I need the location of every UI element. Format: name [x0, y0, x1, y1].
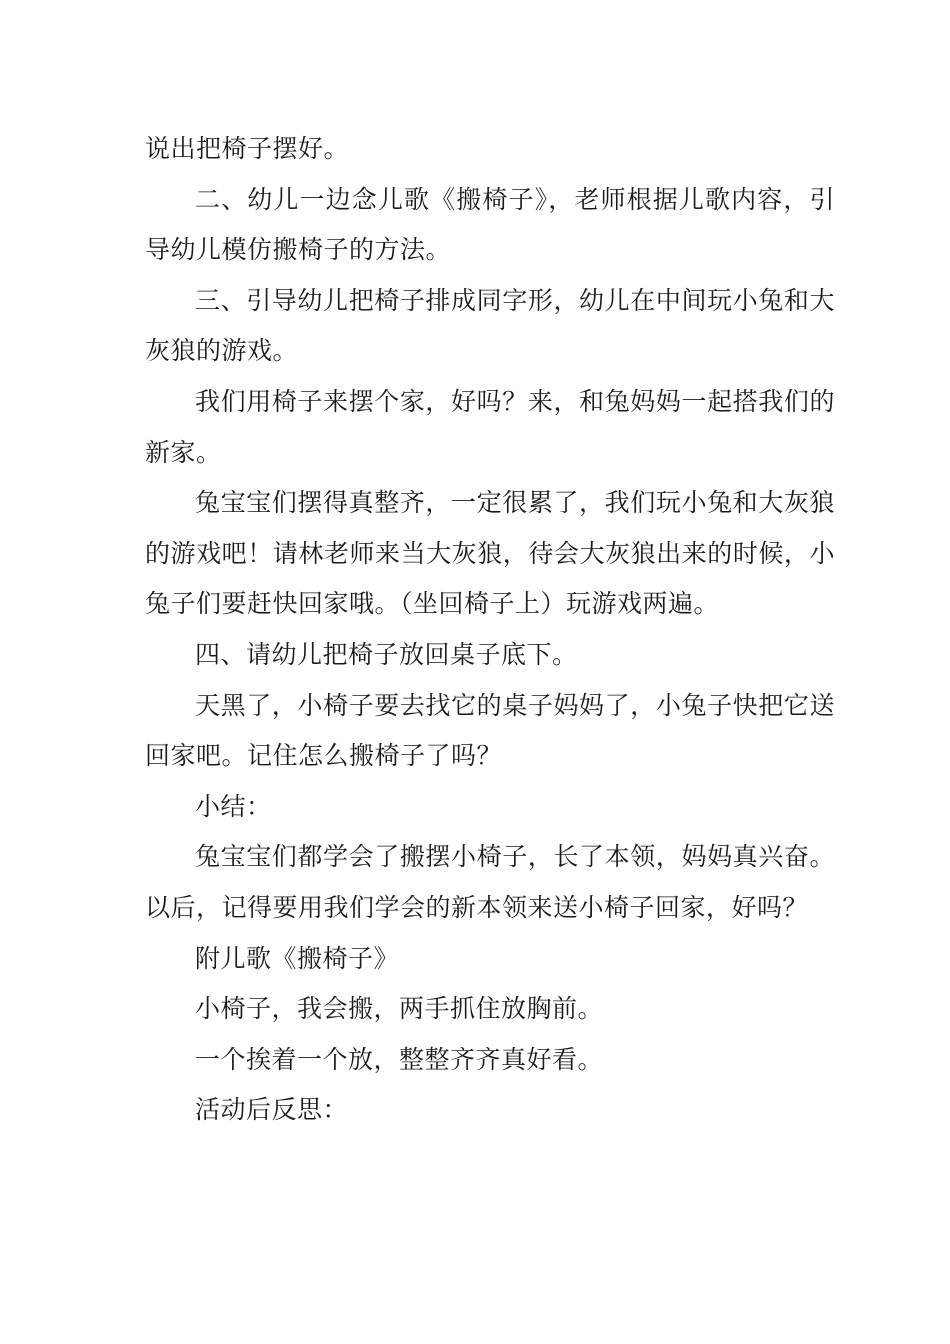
paragraph: 活动后反思：	[195, 1095, 349, 1125]
paragraph: 四、请幼儿把椅子放回桌子底下。	[195, 639, 578, 669]
paragraph: 我们用椅子来摆个家，好吗？来，和兔妈妈一起搭我们的新家。	[145, 386, 835, 467]
paragraph: 小结：	[195, 791, 272, 821]
paragraph: 小椅子，我会搬，两手抓住放胸前。	[195, 994, 604, 1024]
paragraph: 二、幼儿一边念儿歌《搬椅子》，老师根据儿歌内容，引导幼儿模仿搬椅子的方法。	[145, 184, 835, 265]
paragraph: 附儿歌《搬椅子》	[195, 943, 400, 973]
paragraph: 说出把椅子摆好。	[145, 134, 350, 163]
paragraph: 三、引导幼儿把椅子排成同字形，幼儿在中间玩小兔和大灰狼的游戏。	[145, 285, 835, 366]
paragraph: 天黑了，小椅子要去找它的桌子妈妈了，小兔子快把它送回家吧。记住怎么搬椅子了吗？	[145, 690, 835, 771]
paragraph: 兔宝宝们都学会了搬摆小椅子，长了本领，妈妈真兴奋。以后，记得要用我们学会的新本领来送小椅子回家，好吗？	[145, 842, 835, 922]
document-body	[145, 124, 835, 1136]
paragraph: 兔宝宝们摆得真整齐，一定很累了，我们玩小兔和大灰狼的游戏吧！请林老师来当大灰狼，待会大灰狼出来的时候，小兔子们要赶快回家哦。（坐回椅子上）玩游戏两遍。	[145, 488, 835, 619]
paragraph: 一个挨着一个放，整整齐齐真好看。	[195, 1044, 604, 1074]
